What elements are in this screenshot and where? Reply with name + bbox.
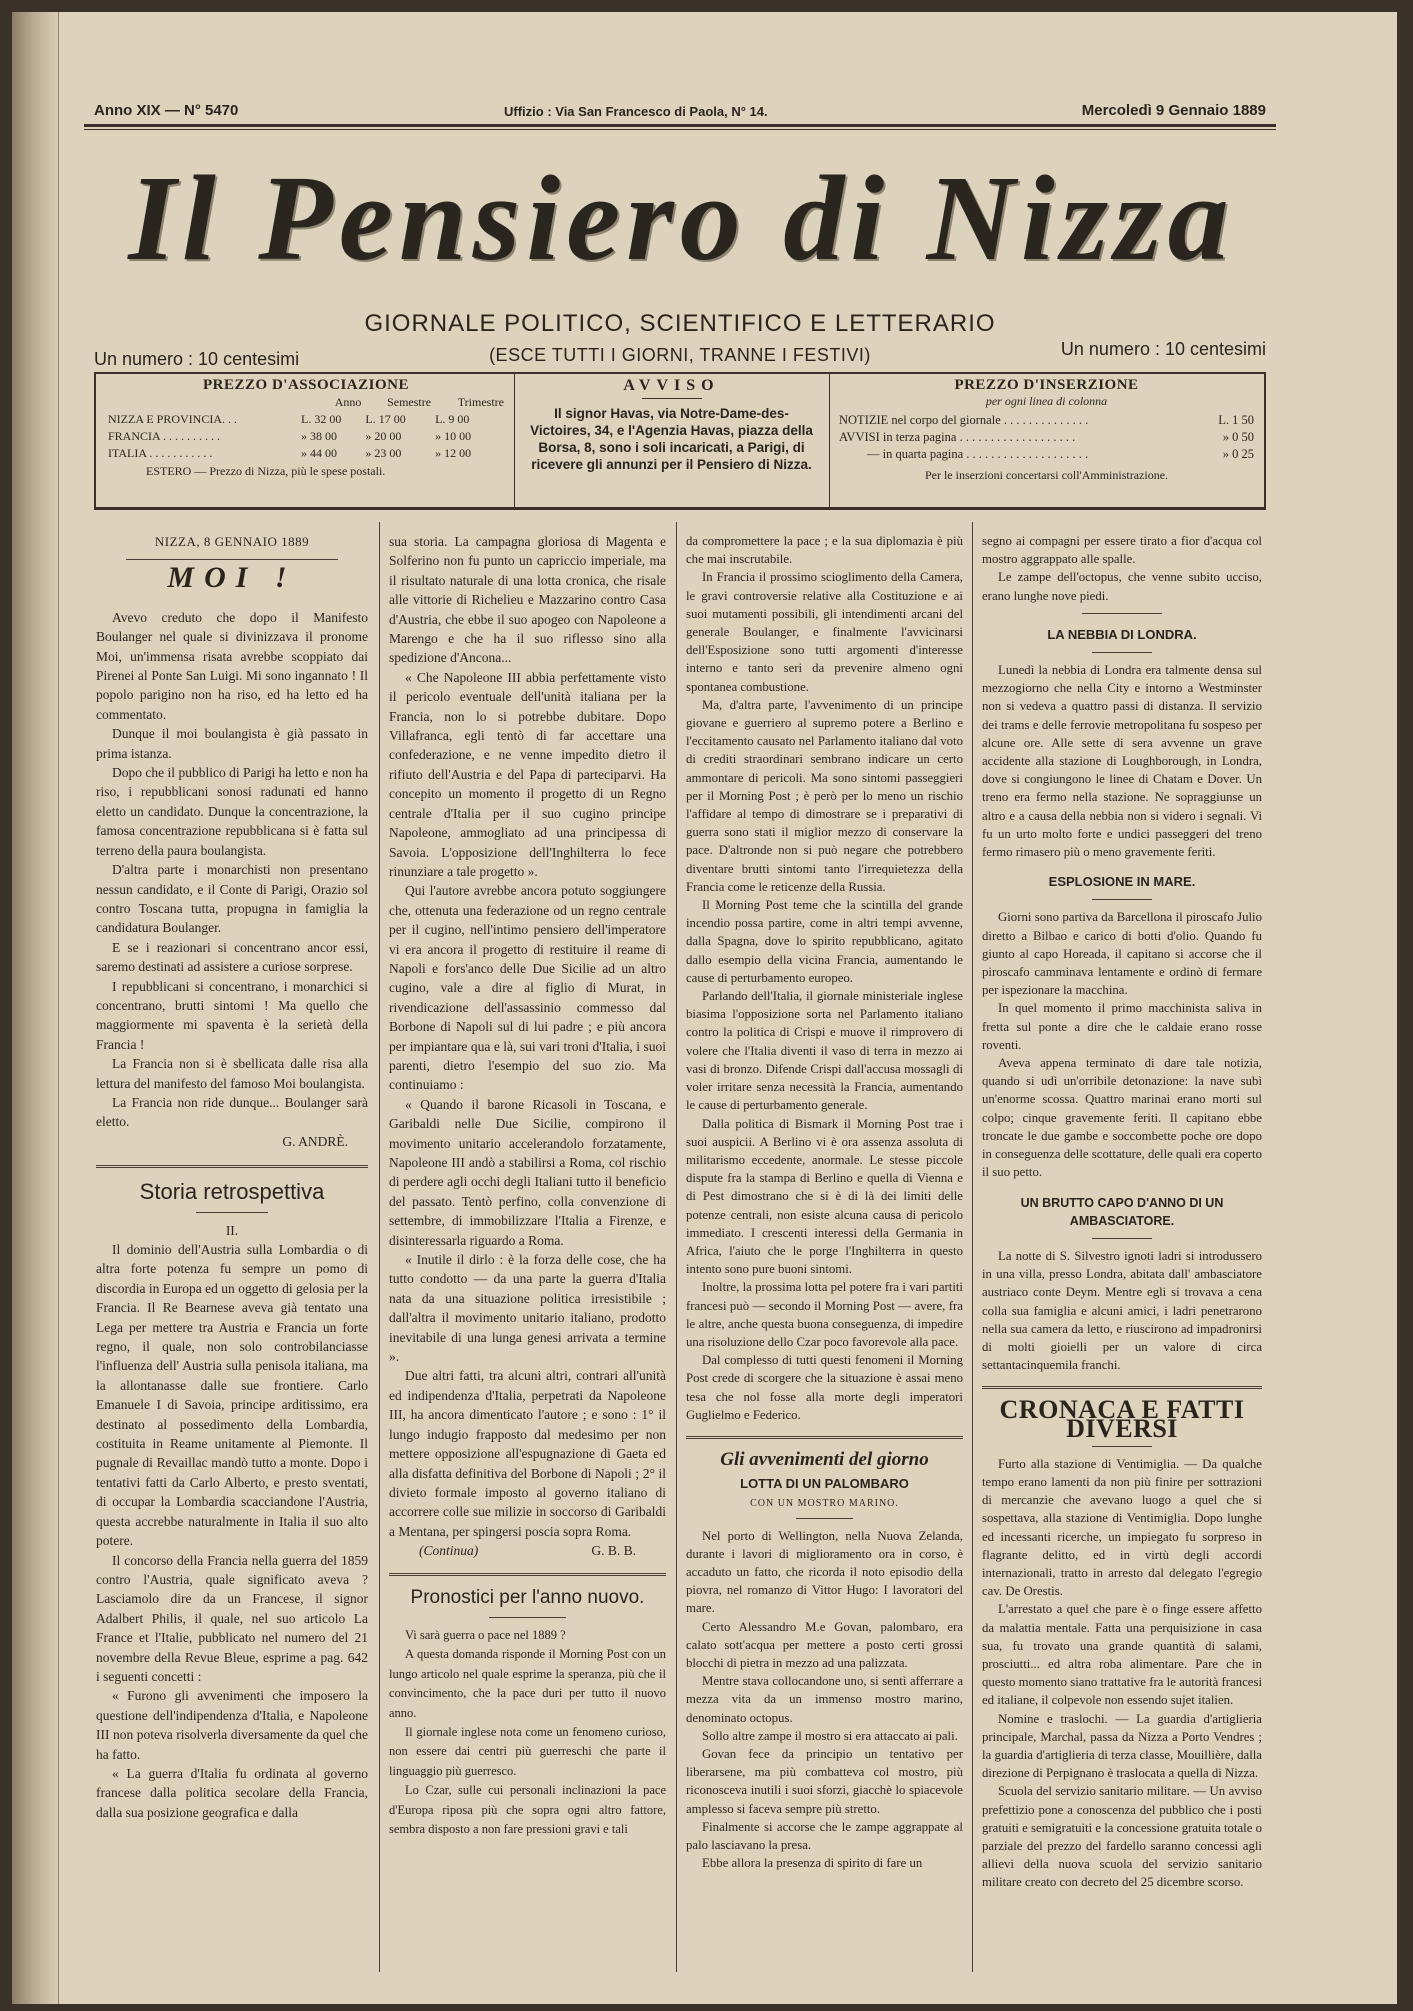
price-cell: L. 9 00 <box>435 412 470 426</box>
column-3 <box>686 532 963 1972</box>
paragraph: A questa domanda risponde il Morning Post con un lungo articolo nel quale esprime la speranza, più che il convincimento, che la pace duri per tutto il nuovo anno. <box>389 1647 666 1720</box>
col-header: Anno <box>334 395 362 409</box>
paragraph: « Quando il barone Ricasoli in Toscana, e Garibaldi nelle Due Sicilie, compirono il movimento unitario accelerandolo forzatamente, Napoleone III andò a stabilirsi a Roma, col rischio di perdere agli occhi degli Italiani tutto il beneficio del passato. Tentò perfino, colla convenzione di settembre, di immobilizzare l'Italia a Firenze, e disinteressarla riguardo a Roma. <box>389 1096 666 1248</box>
column-divider <box>676 522 677 1972</box>
divider <box>96 1165 368 1168</box>
insertion-note: Per le inserzioni concertarsi coll'Amministrazione. <box>924 468 1169 482</box>
price-cell: » 23 00 <box>365 446 402 460</box>
price-cell: L. 17 00 <box>365 412 406 426</box>
newspaper-sheet <box>12 12 1397 2004</box>
paragraph: Govan fece da principio un tentativo per liberarsene, ma più combatteva col mostro, più riconosceva inutili i suoi sforzi, giacchè lo spiacevole amplesso si faceva sempre più stretto. <box>686 1747 963 1816</box>
divider <box>1082 613 1162 614</box>
divider <box>982 1386 1262 1389</box>
paragraph: segno ai compagni per essere tirato a fior d'acqua col mostro aggrappato alle spalle. <box>982 534 1262 567</box>
notice-title: AVVISO <box>623 377 720 394</box>
paragraph: Certo Alessandro M.e Govan, palombaro, era calato sott'acqua per mettere a posto certi grossi blocchi di pietra in mezzo ad una palizzata. <box>686 1619 963 1670</box>
paragraph: Lo Czar, sulle cui personali inclinazioni la pace d'Europa riposa più che sopra ogni altro fattore, sembra disposto a non fare pressioni gravi e tali <box>389 1783 666 1836</box>
divider <box>389 1573 666 1576</box>
box-right-rule <box>1264 372 1266 510</box>
divider <box>796 1518 853 1519</box>
divider <box>126 559 338 560</box>
article-heading: ESPLOSIONE IN MARE. <box>1048 874 1196 890</box>
divider <box>686 1436 963 1439</box>
paragraph: Le zampe dell'octopus, che venne subito ucciso, erano lunghe nove piedi. <box>982 570 1262 603</box>
paragraph: Avevo creduto che dopo il Manifesto Boulanger nel quale si divinizzava il pronome Moi, un'immensa risata avrebbe scoppiato dai Pirenei al Ponte San Luigi. Mi sono ingannato ! Il popolo parigino non ha riso, ed ha letto ed ha commentato. <box>96 609 368 722</box>
paragraph: Vi sarà guerra o pace nel 1889 ? <box>405 1627 566 1642</box>
issue-number: Anno XIX — N° 5470 <box>94 102 239 119</box>
box-bottom-rule <box>94 507 1266 510</box>
section-title: Storia retrospettiva <box>139 1179 325 1205</box>
row-label: FRANCIA . . . . . . . . . . <box>108 429 221 443</box>
paragraph: Dal complesso di tutti questi fenomeni il Morning Post crede di scorgere che la situazione è assai meno tesa che nol fosse alla morte degli imperatori Guglielmo e Federico. <box>686 1353 963 1422</box>
paragraph: In Francia il prossimo scioglimento della Camera, le gravi controversie relative alla Costituzione e ai suoi mutamenti possibili, gli intendimenti arcani del generale Boulanger, e finalmente l'avvicinarsi dell'Esposizione sono tutti argomenti d'interesse interno e tanto seri da prevenire almeno ogni spontanea combustione. <box>686 570 963 694</box>
insertion-row <box>839 429 1254 446</box>
price-left: Un numero : 10 centesimi <box>94 349 300 369</box>
subscription-note: ESTERO — Prezzo di Nizza, più le spese postali. <box>146 464 386 478</box>
article-title: MOI ! <box>167 561 297 595</box>
continua-label: (Continua) <box>419 1543 479 1559</box>
paragraph: Aveva appena terminato di dare tale notizia, quando si udì un'orribile detonazione: la nave subì un'enorme scossa. Quattro marinai erano morti sul colpo; cinque gravemente feriti. Il capitano ebbe troncate le due gambe e soccombette poche ore dopo in conseguenza delle scottature, delle quali era coperto il suo petto. <box>982 1056 1262 1180</box>
paragraph: L'arrestato a quel che pare è o finge essere affetto da malattia mentale. Fatta una perquisizione in casa sua, fu trovato una grande quantità di salami, prosciutti... ed altra roba alimentare. Pare che in questo momento siano trattative fra le autorità francesi ed italiane, il colpevole non essendo sujet italien. <box>982 1602 1262 1708</box>
paragraph: Il dominio dell'Austria sulla Lombardia o di altra forte potenza fu sempre un pomo di discordia in Europa ed un oggetto di gelosia per la Francia. Il Re Bearnese aveva già tentato una Lega per mettere tra Austria e Francia un forte regno, il quale, non solo controbilanciasse l'influenza dell' Austria sulla penisola italiana, ma la allontanasse dalle sue frontiere. Carlo Emanuele I di Savoia, principe arditissimo, era destinato al possedimento della Lombardia, costituita in Reame unitamente al Piemonte. Il pugnale di Revaillac mandò tutto a monte. Dopo i tentativi fatti da Carlo Alberto, e presto sventati, di occupar la Lombardia scacciandone l'Austria, questa accrebbe naturalmente in Italia il suo alto potere. <box>96 1242 368 1549</box>
insertion-label: — in quarta pagina . . . . . . . . . . . . . . . . . . . . <box>867 447 1089 461</box>
insertion-price: » 0 50 <box>1222 430 1254 444</box>
insertion-title: PREZZO D'INSERZIONE <box>954 377 1139 393</box>
insertion-label: NOTIZIE nel corpo del giornale . . . . . . . . . . . . . . <box>839 413 1089 427</box>
price-cell: » 44 00 <box>301 446 338 460</box>
header-rule <box>84 124 1276 130</box>
paragraph: Furto alla stazione di Ventimiglia. — Da qualche tempo erano lamenti da non più finire per sottrazioni di mercanzie che avevano luogo a quel che si sospettava, alla stazione di Ventimiglia. Dopo lunghe ed incessanti ricerche, un impiegato fu sorpreso in flagrante delitto, ed in virtù degli accordi internazionali, tratto in arresto dal delegato l'egregio cav. De Orestis. <box>982 1456 1262 1599</box>
paragraph: Qui l'autore avrebbe ancora potuto soggiungere che, ottenuta una federazione od un regno centrale per il cugino, nell'intimo pensiero dell'imperatore vi era ancora il progetto di restituire il reame di Napoli e fors'anco delle Due Sicilie ad un altro cugino, vale a dire al figlio di Murat, in rivendicazione dell'assassinio commesso dal Borbone di Napoli sul di lui padre ; e più ancora per impiantare qua e là, sui vari troni d'Italia, i suoi parenti, dietro l'esempio del suo zio. Ma continuiamo : <box>389 883 666 1093</box>
paragraph: Due altri fatti, tra alcuni altri, contrari all'unità ed indipendenza d'Italia, perpetrati da Napoleone III, ha ancora dimenticato l'autore ; e sono : 1° il lungo indugio frapposto dal medesimo per non mettere opposizione all'espugnazione di Gaeta ed alla disfatta definitiva del Borbone di Napoli ; 2° il divieto formale imposto al governo italiano di accorrere colle sue milizie in soccorso di Garibaldi a Mentana, per spingersi poscia sopra Roma. <box>389 1368 666 1539</box>
section-title: Pronostici per l'anno nuovo. <box>410 1586 645 1608</box>
paragraph: Il giornale inglese nota come un fenomeno curioso, non essere dai centri più guerreschi che parte il linguaggio più guerresco. <box>389 1724 666 1778</box>
section-title: CRONACA E FATTI DIVERSI <box>999 1395 1245 1443</box>
binding-edge <box>12 12 59 2004</box>
signature: G. B. B. <box>591 1543 636 1559</box>
price-cell: » 20 00 <box>365 429 402 443</box>
col-header: Semestre <box>387 395 432 409</box>
dateline: NIZZA, 8 GENNAIO 1889 <box>154 534 310 549</box>
paragraph: Dalla politica di Bismark il Morning Post trae i suoi auspicii. A Berlino vi è ora assenza assoluta di militarismo eccedente, anormale. Le stesse piccole dispute fra la stampa di Berlino e quella di Vienna e di Pest dimostrano che si è di là dei limiti delle potenze centrali, non esiste alcuna causa di pericolo immediato. I crescenti interessi della Germania in Africa, l'aiuto che le porge l'Inghilterra in questo intento sono pure buoni sintomi. <box>686 1116 963 1277</box>
row-label: NIZZA E PROVINCIA. . . <box>108 412 237 426</box>
paragraph: « Che Napoleone III abbia perfettamente visto il pericolo eventuale dell'unità italiana per la Francia, non lo si potrebbe dubitare. Dopo Villafranca, egli tentò di far accettare una confederazione, e ne venne impedito dietro il rifiuto dell'Austria e del Papa di parteciparvi. Ha concepito un momento il progetto di un Regno centrale d'Italia per il suo cugino principe Napoleone, ammogliato ad una principessa di Savoia. L'opposizione dell'Inghilterra lo fece rinunziare a tale progetto ». <box>389 669 666 879</box>
paragraph: Dopo che il pubblico di Parigi ha letto e non ha riso, i repubblicani sonosi radunati ed hanno eletto un candidato. Dunque la concentrazione, la famosa concentrazione repubblicana si è fatta sul terreno della paura boulangista. <box>96 765 368 858</box>
paragraph: La Francia non si è sbellicata dalle risa alla lettura del manifesto del famoso Moi boulangista. <box>96 1056 368 1091</box>
signature: G. ANDRÈ. <box>282 1133 348 1149</box>
newspaper-title: Il Pensiero di Nizza <box>128 151 1235 286</box>
row-label: ITALIA . . . . . . . . . . . <box>108 446 213 460</box>
column-divider <box>972 522 973 1972</box>
box-divider-2 <box>829 374 830 507</box>
paragraph: Sollo altre zampe il mostro si era attaccato ai pali. <box>702 1728 958 1743</box>
insertion-box <box>839 377 1254 502</box>
paragraph: Finalmente si accorse che le zampe aggrappate al palo lasciavano la presa. <box>686 1819 963 1853</box>
paragraph: Inoltre, la prossima lotta pel potere fra i vari partiti francesi può — secondo il Morning Post — avere, fra le altre, anche questa buona conseguenza, di impedire una risoluzione dello Czar poco favorevole alla pace. <box>686 1280 963 1349</box>
insertion-price: L. 1 50 <box>1218 413 1254 427</box>
paragraph: Nel porto di Wellington, nella Nuova Zelanda, durante i lavori di miglioramento ora in corso, è accaduto un fatto, che ricorda il noto episodio della piovra, nel romanzo di Vittor Hugo: I lavoratori del mare. <box>686 1528 963 1616</box>
paragraph: E se i reazionari si concentrano ancor essi, saremo destinati ad assistere a curiose sorprese. <box>96 939 368 975</box>
divider <box>196 1212 268 1213</box>
price-cell: L. 32 00 <box>301 412 342 426</box>
insertion-subtitle: per ogni linea di colonna <box>985 394 1108 408</box>
paragraph: In quel momento il primo macchinista saliva in fretta sul ponte a dire che le caldaie erano rosse roventi. <box>982 1001 1262 1052</box>
notice-rule <box>642 398 702 399</box>
office-address: Uffizio : Via San Francesco di Paola, N° 14. <box>504 104 768 119</box>
column-1 <box>96 532 368 1972</box>
paragraph: « Furono gli avvenimenti che imposero la questione dell'indipendenza d'Italia, e Napoleone III non poteva risolverla diversamente da quel che ha fatto. <box>96 1688 368 1762</box>
subscription-table <box>106 394 506 462</box>
insertion-price: » 0 25 <box>1222 447 1254 461</box>
paragraph: Scuola del servizio sanitario militare. — Un avviso prefettizio pone a conoscenza del pubblico che i posti gratuiti e semigratuiti e la concessione gratuita totale o parziale del prezzo del fardello saranno concessi agli allievi della nuova scuola del servizio sanitario militare creato con decreto del 25 dicembre scorso. <box>982 1784 1262 1890</box>
divider <box>489 1617 566 1618</box>
subscription-title: PREZZO D'ASSOCIAZIONE <box>203 377 409 393</box>
article-heading: LA NEBBIA DI LONDRA. <box>1047 626 1197 642</box>
box-divider-1 <box>514 374 515 507</box>
paragraph: La notte di S. Silvestro ignoti ladri si introdussero in una villa, presso Londra, abitata dall' ambasciatore austriaco conte Deym. Mentre egli si trovava a cena colla sua famiglia e alcuni amici, i ladri penetrarono nella sua camera da letto, e riuscirono ad impadronirsi di molti gioielli per un valore di circa settantacinquemila franchi. <box>982 1248 1262 1373</box>
insertion-row <box>839 412 1254 429</box>
publication-schedule: (ESCE TUTTI I GIORNI, TRANNE I FESTIVI) <box>489 345 871 365</box>
divider <box>1092 1446 1152 1447</box>
divider <box>1092 1238 1152 1239</box>
paragraph: I repubblicani si concentrano, i monarchici si concentrano, brutti sintomi ! Ma quello che maggiormente mi spaventa è la serietà della Francia ! <box>96 978 368 1052</box>
paragraph: « La guerra d'Italia fu ordinata al governo francese dalla politica secolare della Francia, dalla sua posizione geografica e dalla <box>96 1765 368 1820</box>
column-2 <box>389 532 666 1972</box>
issue-date: Mercoledì 9 Gennaio 1889 <box>1081 102 1266 119</box>
article-heading: UN BRUTTO CAPO D'ANNO DI UN AMBASCIATORE. <box>1020 1195 1224 1228</box>
paragraph: sua storia. La campagna gloriosa di Magenta e Solferino non fu punto un capriccio imperiale, ma il risultato naturale di una lotta cronica, che risale alle vittorie di Richelieu e Mazzarino contro Casa d'Austria, che ebbe il suo apogeo con Napoleone a Marengo e che ha il suo riflesso sino alla spedizione d'Ancona... <box>389 534 666 666</box>
divider <box>1092 652 1152 653</box>
box-left-rule <box>94 372 96 510</box>
price-cell: » 38 00 <box>301 429 338 443</box>
insertion-row <box>839 446 1254 463</box>
paragraph: D'altra parte i monarchisti non presentano nessun candidato, e il Conte di Parigi, Orazio sol contro Toscana tutta, propugna in famiglia la candidatura Boulanger. <box>96 862 368 936</box>
paragraph: Il Morning Post teme che la scintilla del grande incendio possa partire, come in altri tempi avvenne, dalla Spagna, dove lo spirito repubblicano, agitato dallo esempio della vicina Francia, aumentando le cause di perturbamento europeo. <box>686 898 963 985</box>
paragraph: Nomine e traslochi. — La guardia d'artiglieria principale, Marchal, passa da Nizza a Porto Vendres ; la guardia d'artiglieria di terza classe, Mouillière, dalla direzione di Perpignano è traslocata a quella di Nizza. <box>982 1711 1262 1781</box>
paragraph: Lunedì la nebbia di Londra era talmente densa sul mezzogiorno che nella City e intorno a Westminster non si vedeva a quattro passi di distanza. Il servizio dei trams e delle ferrovie metropolitana fu sospeso per alcune ore. Alle sette di sera avvenne un grave accidente alla stazione di Loughborough, in Londra, dove si congiungono le linee di Chatam e Dover. Un treno era fermo nella stazione. Ne sopraggiunse un altro e a causa della nebbia non si videro i segnali. Vi fu un urto molto forte e undici passeggeri del treno fermo rimasero più o meno gravemente feriti. <box>982 663 1262 860</box>
paragraph: « Inutile il dirlo : è la forza delle cose, che ha tutto condotto — da una parte la guerra d'Italia nata da una situazione politica irresistibile ; dall'altra il movimento unitario italiano, prodotto inevitabile di una lunga genesi arrivata a termine ». <box>389 1252 666 1365</box>
section-number: II. <box>225 1222 239 1238</box>
price-cell: » 10 00 <box>435 429 472 443</box>
subscription-box <box>106 377 506 502</box>
notice-box <box>524 377 819 502</box>
col-header: Trimestre <box>457 395 504 409</box>
front-page <box>84 102 1276 1982</box>
paragraph: da compromettere la pace ; e la sua diplomazia è più che mai inscrutabile. <box>686 534 963 567</box>
insertion-label: AVVISI in terza pagina . . . . . . . . . . . . . . . . . . . <box>839 430 1076 444</box>
continuation-line <box>389 1541 666 1560</box>
paragraph: Dunque il moi boulangista è già passato in prima istanza. <box>96 726 368 761</box>
price-right: Un numero : 10 centesimi <box>1060 339 1266 359</box>
price-cell: » 12 00 <box>435 446 472 460</box>
paragraph: Mentre stava collocandone uno, si sentì afferrare a mezza vita da un immenso mostro marino, denominato octopus. <box>686 1674 963 1725</box>
paragraph: La Francia non ride dunque... Boulanger sarà eletto. <box>96 1094 368 1130</box>
article-heading: LOTTA DI UN PALOMBARO <box>740 1476 909 1492</box>
section-title: Gli avvenimenti del giorno <box>720 1448 929 1470</box>
column-4 <box>982 532 1262 1972</box>
paragraph: Giorni sono partiva da Barcellona il piroscafo Julio diretto a Bilbao e carico di botti d'olio. Quando fu giunto al capo Horeada, il capitano si accorse che il piroscafo camminava lentamente e ordinò di fermare per ispezionare la macchina. <box>982 910 1262 998</box>
paragraph: Ebbe allora la presenza di spirito di fare un <box>702 1856 923 1871</box>
paragraph: Il concorso della Francia nella guerra del 1859 contro l'Austria, quale significato aveva ? Lasciamolo dire da un Francese, il signor Adalbert Philis, il quale, nel suo articolo La France et l'Italie, pubblicato nel numero del 21 novembre della Revue Bleue, esprime a pag. 642 i seguenti concetti : <box>96 1552 368 1684</box>
notice-text: Il signor Havas, via Notre-Dame-des-Victoires, 34, e l'Agenzia Havas, piazza della Borsa, 8, sono i soli incaricati, a Parigi, di ricevere gli annunzi per il Pensiero di Nizza. <box>530 406 813 472</box>
paragraph: Parlando dell'Italia, il giornale ministeriale inglese biasima l'opposizione sorta nel Parlamento italiano contro la politica di Crispi e muove il rimprovero di volere che l'Italia diventi il vaso di terra in mezzo ai vasi di bronzo. Difende Crispi dall'accusa mossagli di voler irritare senza necessità la Francia, aumentando le cause di perturbamento generale. <box>686 989 963 1113</box>
article-subheading: CON UN MOSTRO MARINO. <box>750 1498 899 1510</box>
column-divider <box>379 522 380 1972</box>
newspaper-subtitle: GIORNALE POLITICO, SCIENTIFICO E LETTERARIO <box>364 310 996 337</box>
divider <box>1092 899 1152 900</box>
paragraph: Ma, d'altra parte, l'avvenimento di un principe giovane e guerriero al supremo potere a Berlino e l'eccitamento causato nel Parlamento italiano dal voto di crediti straordinari sembrano indicare un certo ammontare di pericoli. Ma sono sintomi passeggieri per il Morning Post ; è però per lo meno un rischio l'affidare al tempo di dimostrare se i preparativi di guerra sono stati il miglior mezzo di conservare la pace. D'altronde non si può negare che potrebbero diventare brutti sintomi tanto l'irrequietezza della Francia come le reticenze della Russia. <box>686 697 963 894</box>
box-top-rule <box>94 372 1266 374</box>
